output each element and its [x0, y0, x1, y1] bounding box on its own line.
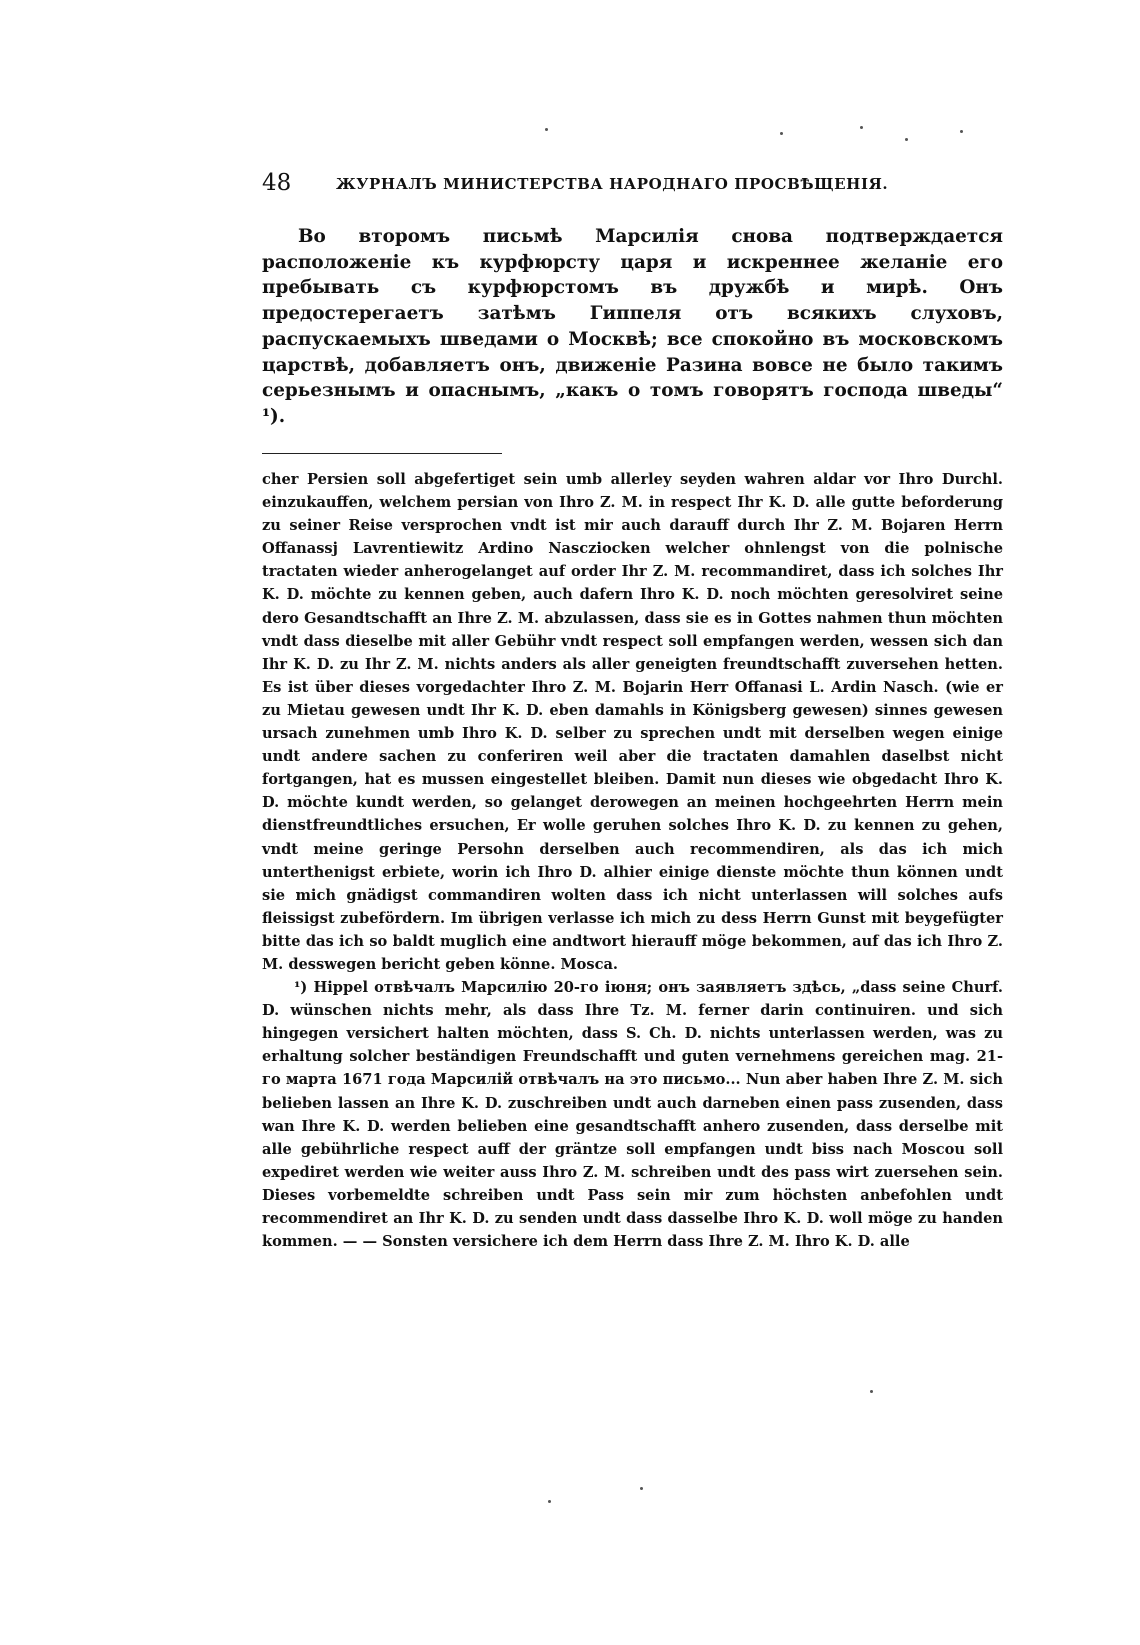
footnote-continuation: cher Persien soll abgefertiget sein umb allerley seyden wahren aldar vor Ihro Durchl. einzukauffen, welchem persian von Ihro Z. M. in respect Ihr K. D. alle gutte beforderung zu seiner Reise versprochen vndt ist mir auch darauff durch Ihr Z. M. Bojaren Herrn Offanassj Lavrentiewitz Ardino Nasсziocken welcher ohnlengst von die polnische tractaten wieder anherogelanget auf order Ihr Z. M. recommandiret, dass ich solches Ihr K. D. möchte zu kennen geben, auch dafern Ihro K. D. noch möchten geresolviret seine dero Gesandtschafft an Ihre Z. M. abzulassen, dass sie es in Gottes nahmen thun möchten vndt dass dieselbe mit aller Gebühr vndt respect soll empfangen werden, wessen sich dan Ihr K. D. zu Ihr Z. M. nichts anders als aller geneigten freundtschafft zuversehen hetten. Es ist über dieses vorgedachter Ihro Z. M. Bojarin Herr Offanasi L. Ardin Nasch. (wie er zu Mietau gewesen undt Ihr K. D. eben damahls in Königsberg gewesen) sinnes gewesen ursach zunehmen umb Ihro K. D. selber zu sprechen undt mit derselben wegen einige undt andere sachen zu conferiren weil aber die tractaten damahlen daselbst nicht fortgangen, hat es mussen eingestellet bleiben. Damit nun dieses wie obgedacht Ihro K. D. möchte kundt werden, so gelanget derowegen an meinen hochgeehrten Herrn mein dienstfreundtliches ersuchen, Er wolle geruhen solches Ihro K. D. zu kennen zu gehen, vndt meine geringe Persohn derselben auch recommendiren, als das ich mich unterthenigst erbiete, worin ich Ihro D. alhier einige dienste möchte thun können undt sie mich gnädigst commandiren wolten dass ich nicht unterlassen will solches aufs fleissigst zubefördern. Im übrigen verlasse ich mich zu dess Herrn Gunst mit beygefügter bitte das ich so baldt muglich eine andtwort hierauff möge bekommen, auf das ich Ihro Z. M. desswegen bericht geben könne. Mosca.: [262, 471, 1003, 973]
scan-speck: [545, 128, 548, 131]
scan-speck: [640, 1487, 643, 1490]
page-number: 48: [262, 170, 292, 196]
footnote-separator-rule: [262, 453, 502, 454]
main-paragraph: Во второмъ письмѣ Марсилія снова подтверждается расположеніе къ курфюрсту царя и искреннее желаніе его пребывать съ курфюрстомъ въ дружбѣ и мирѣ. Онъ предостерегаетъ затѣмъ Гиппеля отъ всякихъ слуховъ, распускаемыхъ шведами о Москвѣ; все спокойно въ московскомъ царствѣ, добавляетъ онъ, движеніе Разина вовсе не было такимъ серьезнымъ и опаснымъ, „какъ о томъ говорятъ господа шведы“ ¹).: [262, 226, 1003, 427]
scan-speck: [780, 132, 783, 135]
scan-speck: [960, 130, 963, 133]
page-header: [262, 170, 1002, 204]
scan-speck: [860, 126, 863, 129]
footnotes-section: [262, 468, 1003, 1253]
footnote-1: ¹) Hippel отвѣчалъ Марсилію 20-го іюня; онъ заявляетъ здѣсь, „dass seine Churf. D. wünschen nichts mehr, als dass Ihre Tz. M. ferner darin continuiren. und sich hingegen versichert halten möchten, dass S. Ch. D. nichts unterlassen werden, was zu erhaltung solcher beständigen Freundschafft und guten vernehmens gereichen mag. 21-го марта 1671 года Марсилій отвѣчалъ на это письмо... Nun aber haben Ihre Z. M. sich belieben lassen an Ihre K. D. zuschreiben undt auch darneben einen pass zusenden, dass wan Ihre K. D. werden belieben eine gesandtschafft anhero zusenden, dass derselbe mit alle gebührliche respect auff der gräntze soll empfangen undt biss nach Moscou soll expediret werden wie weiter auss Ihro Z. M. schreiben undt des pass wirt zuersehen sein. Dieses vorbemeldte schreiben undt Pass sein mir zum höchsten anbefohlen undt recommendiret an Ihr K. D. zu senden undt dass dasselbe Ihro K. D. woll möge zu handen kommen. — — Sonsten versichere ich dem Herrn dass Ihre Z. M. Ihro K. D. alle: [262, 979, 1003, 1251]
running-title: ЖУРНАЛЪ МИНИСТЕРСТВА НАРОДНАГО ПРОСВѢЩЕНІЯ.: [336, 175, 889, 193]
scan-speck: [548, 1500, 551, 1503]
scan-speck: [870, 1390, 873, 1393]
scan-speck: [905, 138, 908, 141]
